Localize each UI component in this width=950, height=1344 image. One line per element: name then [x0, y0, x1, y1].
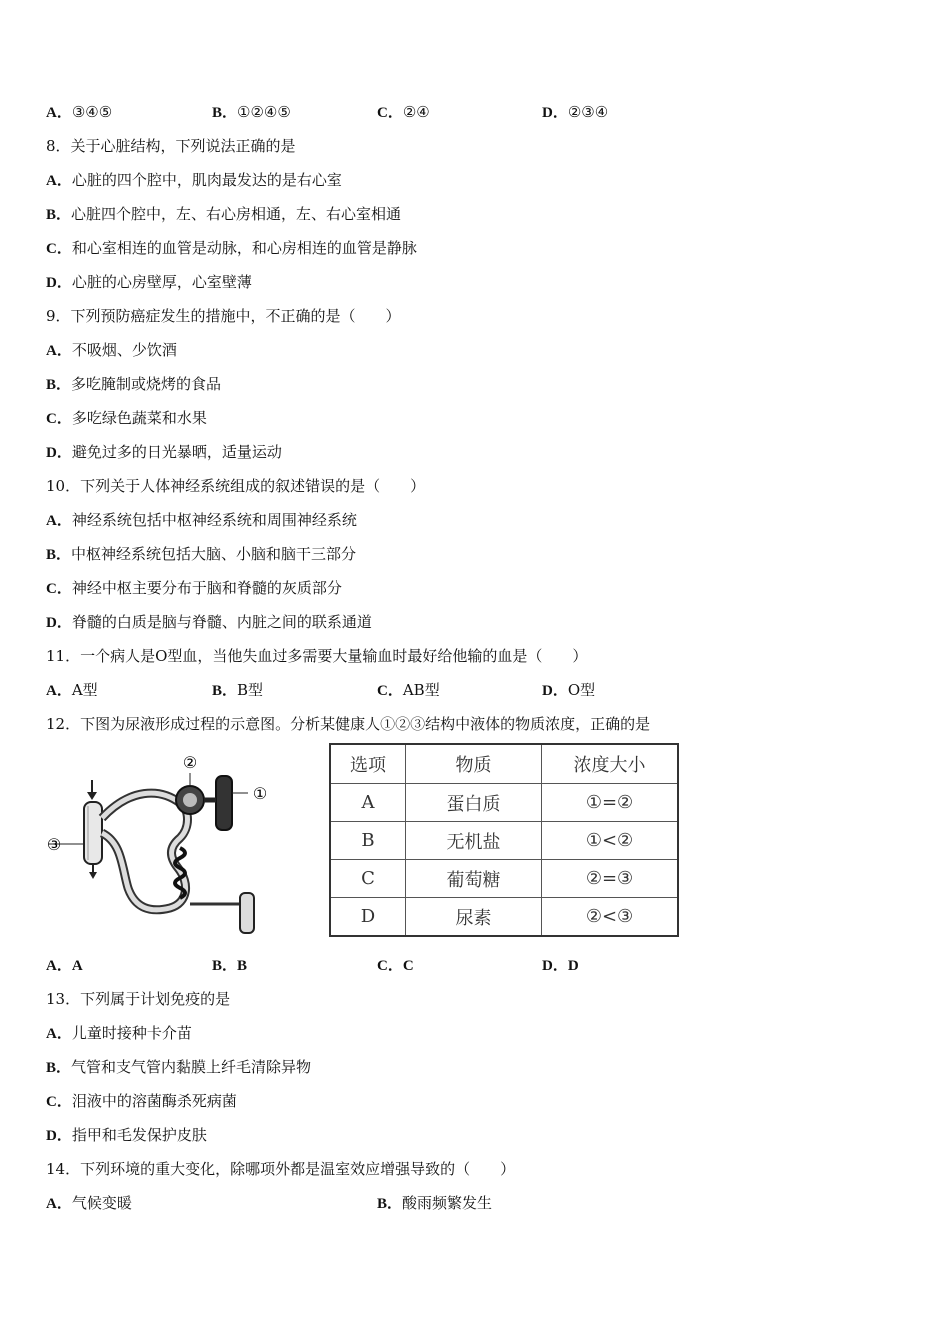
option-label: B．	[46, 547, 72, 563]
table-cell: C	[330, 860, 406, 898]
option-text: B	[237, 958, 248, 974]
option-label: D．	[542, 105, 568, 121]
q13-option-b	[46, 1057, 311, 1078]
option-text: C	[402, 958, 414, 974]
table-cell: ②=③	[542, 860, 679, 898]
header-concentration: 浓度大小	[542, 744, 679, 784]
option-text: 酸雨频繁发生	[402, 1194, 493, 1212]
option-label: A．	[46, 343, 72, 359]
concentration-table	[329, 743, 679, 937]
q10-option-a	[46, 510, 357, 531]
option-text: 心脏的四个腔中，肌肉最发达的是右心室	[71, 171, 342, 189]
option-text: 和心室相连的血管是动脉，和心房相连的血管是静脉	[71, 239, 417, 257]
q13-stem: 13．下列属于计划免疫的是	[46, 990, 231, 1008]
option-text: 多吃腌制或烧烤的食品	[71, 375, 222, 393]
label-three: ③	[46, 835, 62, 854]
q9-stem: 9．下列预防癌症发生的措施中，不正确的是（ ）	[46, 307, 401, 325]
option-label: B．	[212, 958, 238, 974]
option-text: 不吸烟、少饮酒	[71, 341, 177, 359]
option-label: D．	[46, 445, 72, 461]
q10-stem: 10．下列关于人体神经系统组成的叙述错误的是（ ）	[46, 477, 426, 495]
table-row	[330, 898, 678, 937]
table-cell: ①=②	[542, 784, 679, 822]
option-text: 避免过多的日光暴晒，适量运动	[71, 443, 282, 461]
table-cell: 葡萄糖	[406, 860, 542, 898]
q14-stem: 14．下列环境的重大变化，除哪项外都是温室效应增强导致的（ ）	[46, 1160, 516, 1178]
q12-stem: 12．下图为尿液形成过程的示意图。分析某健康人①②③结构中液体的物质浓度，正确的是	[46, 715, 651, 733]
option-text: B型	[237, 681, 264, 699]
option-label: B．	[212, 105, 238, 121]
q7-option-b	[212, 102, 291, 123]
q7-option-d	[542, 102, 608, 123]
nephron-diagram	[40, 748, 280, 948]
option-text: 儿童时接种卡介苗	[71, 1024, 192, 1042]
table-cell: A	[330, 784, 406, 822]
option-text: A型	[71, 681, 98, 699]
option-label: B．	[46, 207, 72, 223]
q7-option-c	[377, 102, 430, 123]
option-text: A	[71, 958, 83, 974]
q14-option-b	[377, 1193, 492, 1214]
q10-option-d	[46, 612, 372, 633]
q11-stem: 11．一个病人是O型血，当他失血过多需要大量输血时最好给他输的血是（ ）	[46, 647, 588, 665]
q8-option-a	[46, 170, 342, 191]
option-label: C．	[46, 1094, 72, 1110]
table-row	[330, 784, 678, 822]
option-text: 指甲和毛发保护皮肤	[71, 1126, 207, 1144]
option-label: A．	[46, 958, 72, 974]
option-label: D．	[46, 275, 72, 291]
option-label: B．	[377, 1196, 403, 1212]
q13-option-a	[46, 1023, 192, 1044]
q12-option-b	[212, 955, 247, 976]
option-label: A．	[46, 683, 72, 699]
label-one: ①	[252, 784, 268, 803]
q9-option-c	[46, 408, 207, 429]
option-label: C．	[377, 683, 403, 699]
q12-option-a	[46, 955, 83, 976]
option-label: C．	[46, 581, 72, 597]
table-row	[330, 860, 678, 898]
q11-option-d	[542, 680, 595, 701]
option-text: D	[567, 958, 579, 974]
option-text: 气候变暖	[71, 1194, 132, 1212]
q8-stem: 8．关于心脏结构，下列说法正确的是	[46, 137, 296, 155]
option-label: A．	[46, 1196, 72, 1212]
option-text: ③④⑤	[71, 103, 113, 121]
header-substance: 物质	[406, 744, 542, 784]
option-label: D．	[46, 1128, 72, 1144]
option-text: 中枢神经系统包括大脑、小脑和脑干三部分	[71, 545, 357, 563]
option-text: 气管和支气管内黏膜上纤毛清除异物	[71, 1058, 312, 1076]
q12-option-d	[542, 955, 579, 976]
option-label: B．	[46, 377, 72, 393]
vessel-one	[216, 776, 232, 830]
table-cell: B	[330, 822, 406, 860]
option-label: C．	[46, 411, 72, 427]
option-text: 脊髓的白质是脑与脊髓、内脏之间的联系通道	[71, 613, 372, 631]
q14-option-a	[46, 1193, 132, 1214]
option-label: A．	[46, 173, 72, 189]
option-label: C．	[46, 241, 72, 257]
option-text: 泪液中的溶菌酶杀死病菌	[71, 1092, 237, 1110]
option-text: ①②④⑤	[237, 103, 291, 121]
option-text: 多吃绿色蔬菜和水果	[71, 409, 207, 427]
option-label: A．	[46, 105, 72, 121]
table-cell: 尿素	[406, 898, 542, 937]
option-text: 心脏的心房壁厚，心室壁薄	[71, 273, 252, 291]
q10-option-b	[46, 544, 356, 565]
option-label: C．	[377, 105, 403, 121]
header-option: 选项	[330, 744, 406, 784]
label-two: ②	[182, 753, 198, 772]
table-header-row	[330, 744, 678, 784]
table-row	[330, 822, 678, 860]
q7-option-a	[46, 102, 112, 123]
q8-option-b	[46, 204, 401, 225]
table-cell: ①<②	[542, 822, 679, 860]
option-text: AB型	[402, 681, 440, 699]
arrowhead-icon	[87, 792, 97, 800]
q9-option-a	[46, 340, 177, 361]
option-label: B．	[212, 683, 238, 699]
option-text: 神经系统包括中枢神经系统和周围神经系统	[71, 511, 357, 529]
q13-option-d	[46, 1125, 207, 1146]
tube-three	[84, 802, 102, 864]
q8-option-d	[46, 272, 252, 293]
option-text: O型	[567, 681, 596, 699]
q11-option-b	[212, 680, 263, 701]
table-cell: 蛋白质	[406, 784, 542, 822]
q8-option-c	[46, 238, 417, 259]
option-label: A．	[46, 513, 72, 529]
table-cell: D	[330, 898, 406, 937]
option-label: B．	[46, 1060, 72, 1076]
option-label: A．	[46, 1026, 72, 1042]
option-text: 神经中枢主要分布于脑和脊髓的灰质部分	[71, 579, 342, 597]
q13-option-c	[46, 1091, 237, 1112]
option-text: ②④	[402, 103, 430, 121]
option-label: D．	[46, 615, 72, 631]
q12-option-c	[377, 955, 414, 976]
option-text: 心脏四个腔中，左、右心房相通，左、右心室相通	[71, 205, 402, 223]
option-label: C．	[377, 958, 403, 974]
q9-option-b	[46, 374, 221, 395]
table-cell: ②<③	[542, 898, 679, 937]
q10-option-c	[46, 578, 342, 599]
table-cell: 无机盐	[406, 822, 542, 860]
q9-option-d	[46, 442, 282, 463]
option-label: D．	[542, 958, 568, 974]
option-text: ②③④	[567, 103, 609, 121]
option-label: D．	[542, 683, 568, 699]
q11-option-c	[377, 680, 440, 701]
q11-option-a	[46, 680, 98, 701]
